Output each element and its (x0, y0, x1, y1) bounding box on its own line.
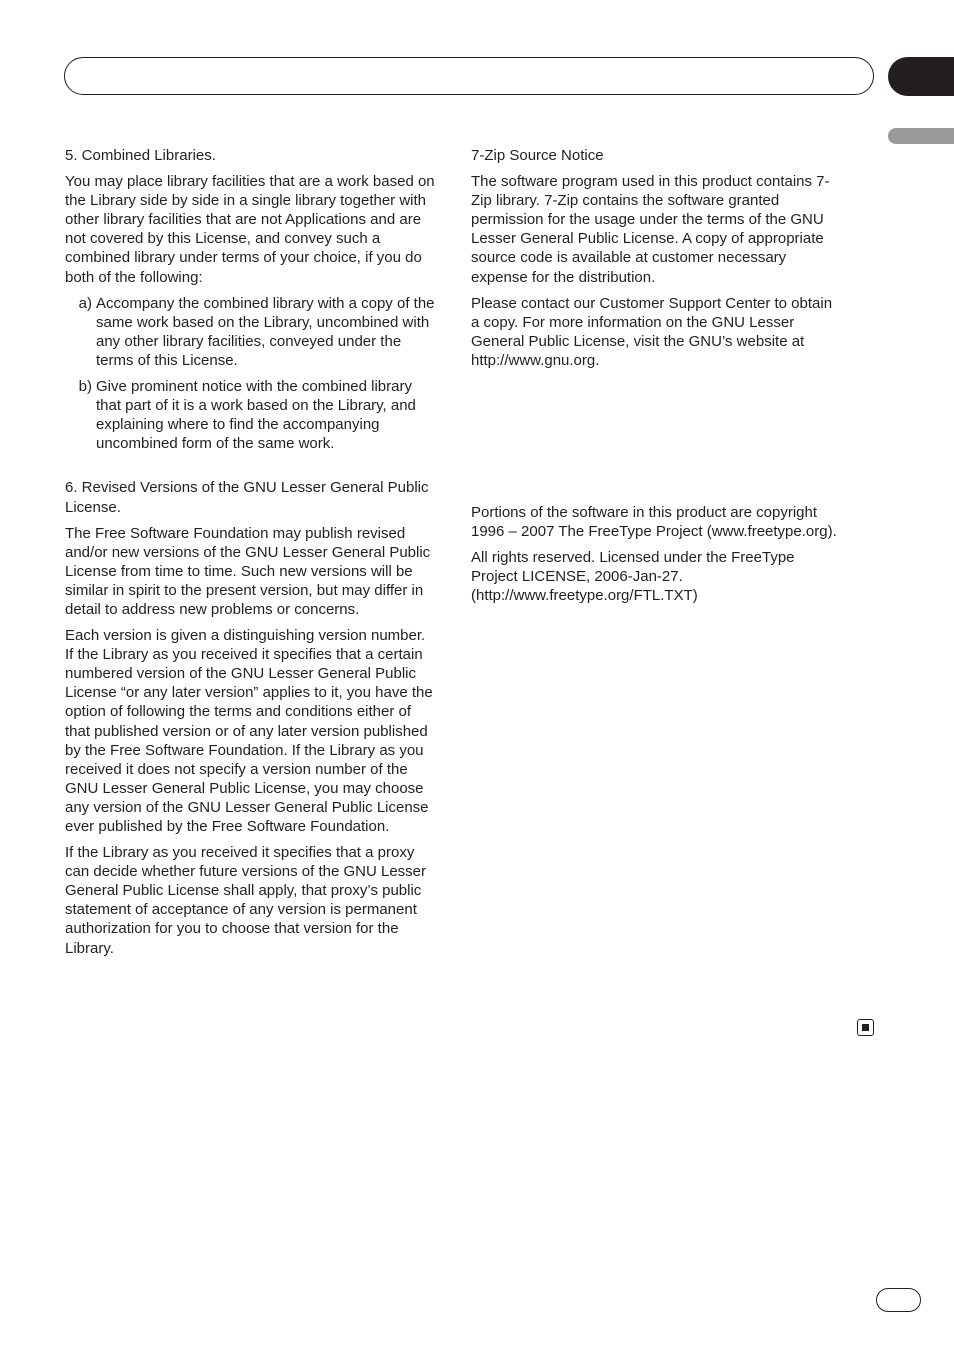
zip-notice-heading: 7-Zip Source Notice (471, 147, 604, 164)
freetype-paragraph: Portions of the software in this product are copyright 1996 – 2007 The FreeType Project (www.freetype.org). (471, 504, 837, 541)
freetype-paragraph: All rights reserved. Licensed under the FreeType Project LICENSE, 2006-Jan-27. (http://www.freetype.org/FTL.TXT) (471, 549, 795, 605)
section5-intro: You may place library facilities that are a work based on the Library side by side in a single library together with other library facilities that are not Applications and are not covered by this License, and convey such a combined library under terms of your choice, if you do both of the following: (65, 173, 435, 286)
section6-heading: 6. Revised Versions of the GNU Lesser General Public License. (65, 479, 429, 516)
left-column (65, 146, 437, 965)
list-item (65, 294, 437, 370)
end-of-section-square-icon (857, 1019, 874, 1036)
section5-heading: 5. Combined Libraries. (65, 147, 216, 164)
list-item-label: b) (78, 378, 92, 396)
section6-paragraph: If the Library as you received it specifies that a proxy can decide whether future versions of the GNU Lesser General Public License shall apply, that proxy’s public statement of acceptance of any version is permanent authorization for you to choose that version for the Library. (65, 844, 427, 957)
zip-notice-paragraph: Please contact our Customer Support Center to obtain a copy. For more information on the GNU Lesser General Public License, visit the GNU’s website at http://www.gnu.org. (471, 294, 833, 369)
chapter-header-bar (64, 57, 874, 95)
section6-paragraph: Each version is given a distinguishing version number. If the Library as you received it specifies that a certain numbered version of the GNU Lesser General Public License “or any later version” applies to it, you have the option of following the terms and conditions either of that published version or of any later version published by the Free Software Foundation. If the Library as you received it does not specify a version number of the GNU Lesser General Public License, you may choose any version of the GNU Lesser General Public License ever published by the Free Software Foundation. (65, 627, 433, 835)
list-item (65, 377, 437, 453)
list-item-label: a) (78, 294, 92, 312)
section6-paragraph: The Free Software Foundation may publish revised and/or new versions of the GNU Lesser General Public License from time to time. Such new versions will be similar in spirit to the present version, but may differ in detail to address new problems or concerns. (65, 524, 431, 618)
zip-notice-paragraph: The software program used in this product contains 7-Zip library. 7-Zip contains the software granted permission for the usage under the terms of the GNU Lesser General Public License. A copy of appropriate source code is available at customer necessary expense for the distribution. (471, 173, 830, 286)
list-item-text: Give prominent notice with the combined library that part of it is a work based on the Library, and explaining where to find the accompanying uncombined form of the same work. (96, 378, 416, 453)
chapter-tab (888, 57, 954, 96)
page-number-box (876, 1288, 921, 1312)
right-column (471, 146, 843, 613)
list-item-text: Accompany the combined library with a copy of the same work based on the Library, uncombined with any other library facilities, conveyed under the terms of this License. (96, 294, 435, 369)
language-tab (888, 128, 954, 144)
